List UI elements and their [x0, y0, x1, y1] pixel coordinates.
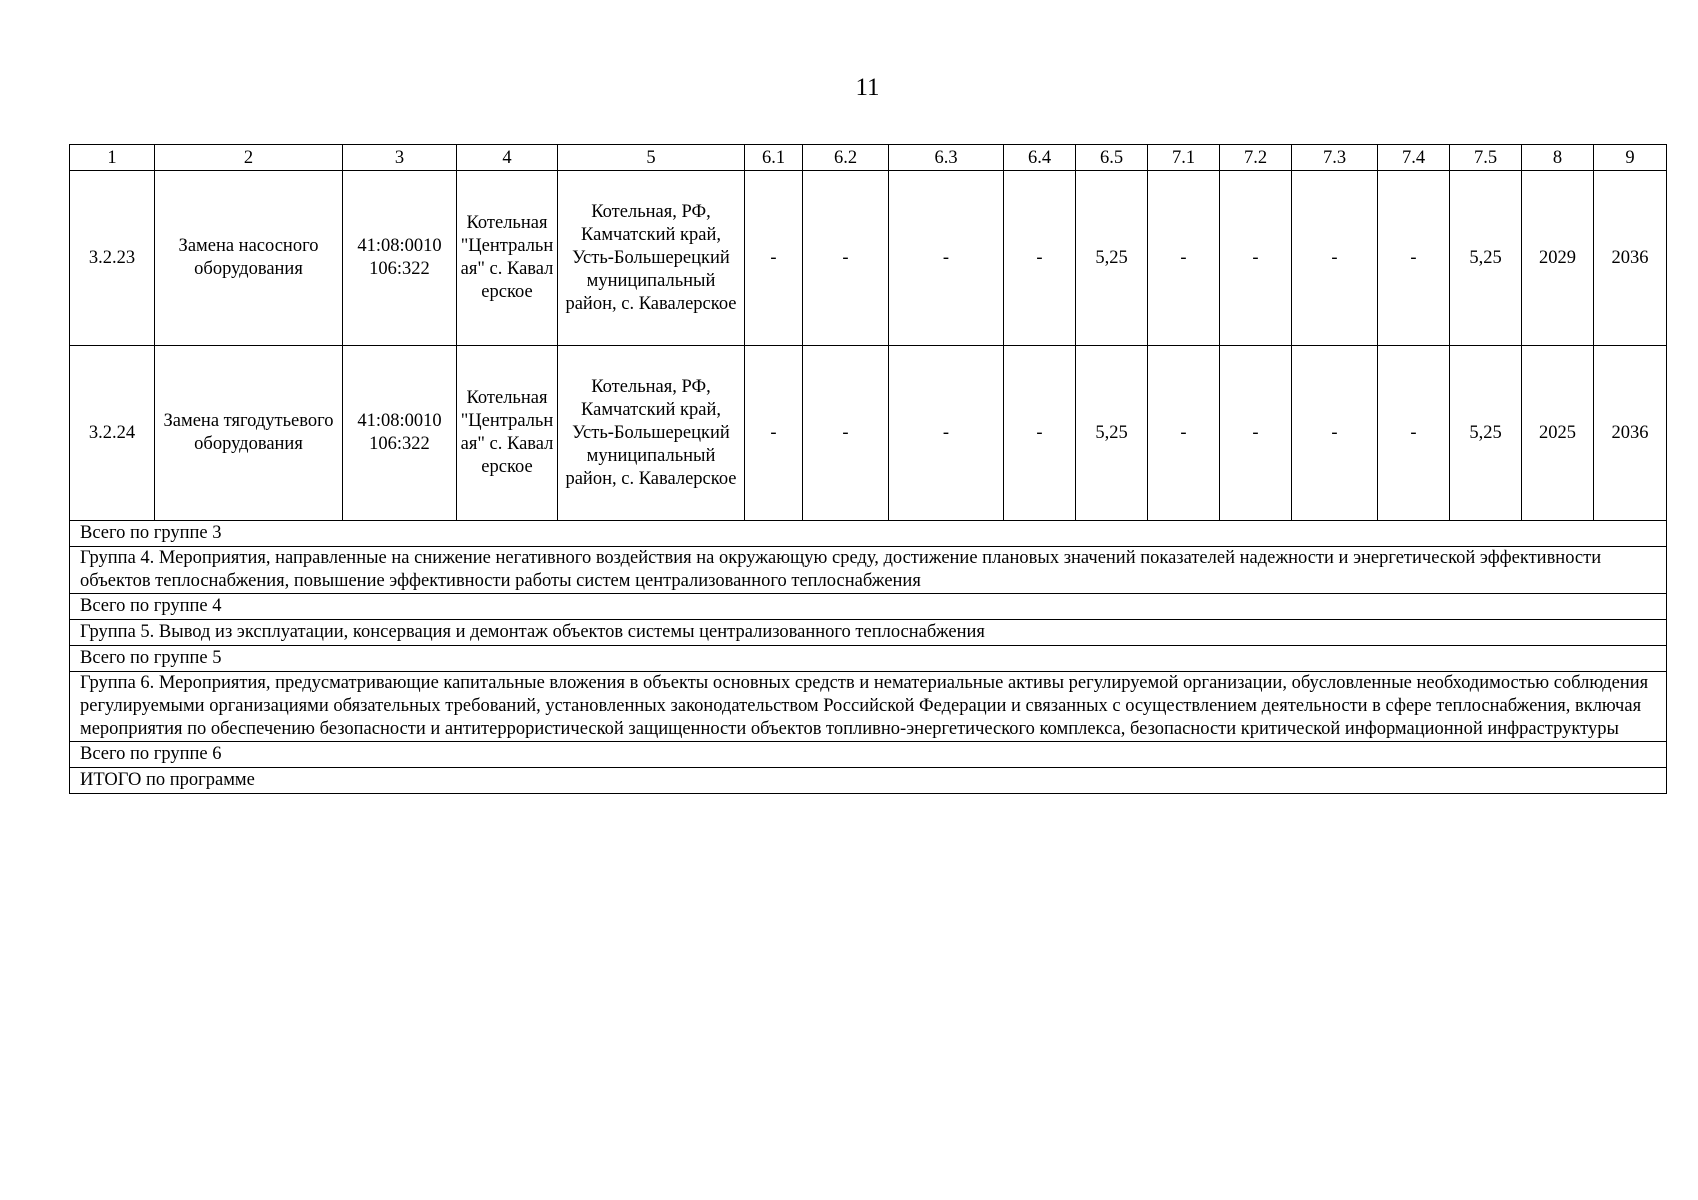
group-5-heading: Группа 5. Вывод из эксплуатации, консервация и демонтаж объектов системы централизованного теплоснабжения	[70, 620, 1667, 646]
program-total-row	[70, 768, 1667, 794]
group-heading-row	[70, 547, 1667, 594]
value-6-3: -	[889, 346, 1004, 521]
column-number: 4	[457, 145, 558, 171]
value-7-3: -	[1292, 171, 1378, 346]
column-number: 7.2	[1220, 145, 1292, 171]
group-heading-row	[70, 620, 1667, 646]
measure-name: Замена тягодутьевого оборудования	[155, 346, 343, 521]
value-7-2: -	[1220, 171, 1292, 346]
object-name: Котельная "Центральная" с. Кавалерское	[457, 171, 558, 346]
value-6-5: 5,25	[1076, 346, 1148, 521]
group-heading-row	[70, 672, 1667, 742]
object-location: Котельная, РФ, Камчатский край, Усть-Большерецкий муниципальный район, с. Кавалерское	[558, 346, 745, 521]
total-program: ИТОГО по программе	[70, 768, 1667, 794]
year-start: 2029	[1522, 171, 1594, 346]
cadastral-number: 41:08:0010 106:322	[343, 346, 457, 521]
object-name: Котельная "Центральная" с. Кавалерское	[457, 346, 558, 521]
column-number: 6.5	[1076, 145, 1148, 171]
value-7-3: -	[1292, 346, 1378, 521]
total-group-6: Всего по группе 6	[70, 742, 1667, 768]
group-4-heading: Группа 4. Мероприятия, направленные на снижение негативного воздействия на окружающую среду, достижение плановых значений показателей надежности и энергетической эффективности объектов теплоснабжения, повышение эффективности работы систем централизованного теплоснабжения	[70, 547, 1667, 594]
page-number: 11	[855, 74, 880, 101]
measure-number: 3.2.23	[70, 171, 155, 346]
value-7-5: 5,25	[1450, 171, 1522, 346]
year-end: 2036	[1594, 171, 1667, 346]
measure-name: Замена насосного оборудования	[155, 171, 343, 346]
group-total-row	[70, 521, 1667, 547]
total-group-4: Всего по группе 4	[70, 594, 1667, 620]
table-row	[70, 346, 1667, 521]
column-number: 8	[1522, 145, 1594, 171]
column-number: 7.4	[1378, 145, 1450, 171]
value-7-4: -	[1378, 171, 1450, 346]
value-7-1: -	[1148, 346, 1220, 521]
group-6-heading: Группа 6. Мероприятия, предусматривающие капитальные вложения в объекты основных средств и нематериальные активы регулируемой организации, обусловленные необходимостью соблюдения регулируемыми организациями обязательных требований, установленных законодательством Российской Федерации и связанных с осуществлением деятельности в сфере теплоснабжения, включая мероприятия по обеспечению безопасности и антитеррористической защищенности объектов топливно-энергетического комплекса, безопасности критической информационной инфраструктуры	[70, 672, 1667, 742]
column-number: 6.1	[745, 145, 803, 171]
value-7-2: -	[1220, 346, 1292, 521]
column-number: 3	[343, 145, 457, 171]
investment-program-table	[69, 144, 1667, 794]
group-total-row	[70, 646, 1667, 672]
value-6-4: -	[1004, 346, 1076, 521]
value-7-5: 5,25	[1450, 346, 1522, 521]
measure-number: 3.2.24	[70, 346, 155, 521]
object-location: Котельная, РФ, Камчатский край, Усть-Большерецкий муниципальный район, с. Кавалерское	[558, 171, 745, 346]
table-row	[70, 171, 1667, 346]
value-6-2: -	[803, 171, 889, 346]
column-number: 6.3	[889, 145, 1004, 171]
value-6-3: -	[889, 171, 1004, 346]
column-number: 7.5	[1450, 145, 1522, 171]
column-number: 1	[70, 145, 155, 171]
column-number: 9	[1594, 145, 1667, 171]
value-6-5: 5,25	[1076, 171, 1148, 346]
cadastral-number: 41:08:0010 106:322	[343, 171, 457, 346]
value-6-1: -	[745, 346, 803, 521]
group-total-row	[70, 742, 1667, 768]
value-7-1: -	[1148, 171, 1220, 346]
value-6-4: -	[1004, 171, 1076, 346]
column-number: 7.3	[1292, 145, 1378, 171]
value-7-4: -	[1378, 346, 1450, 521]
value-6-2: -	[803, 346, 889, 521]
total-group-3: Всего по группе 3	[70, 521, 1667, 547]
header-row	[70, 145, 1667, 171]
column-number: 6.2	[803, 145, 889, 171]
total-group-5: Всего по группе 5	[70, 646, 1667, 672]
column-number: 5	[558, 145, 745, 171]
column-number: 2	[155, 145, 343, 171]
column-number: 6.4	[1004, 145, 1076, 171]
value-6-1: -	[745, 171, 803, 346]
column-number: 7.1	[1148, 145, 1220, 171]
group-total-row	[70, 594, 1667, 620]
year-start: 2025	[1522, 346, 1594, 521]
year-end: 2036	[1594, 346, 1667, 521]
